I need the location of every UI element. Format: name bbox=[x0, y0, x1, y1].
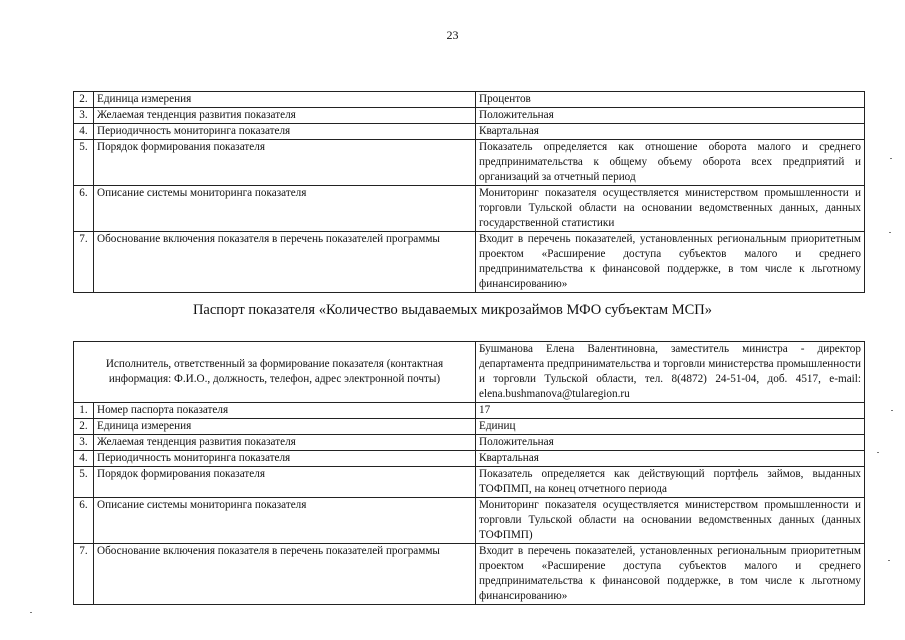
row-label: Единица измерения bbox=[94, 92, 476, 108]
row-label: Периодичность мониторинга показателя bbox=[94, 124, 476, 140]
row-value: Положительная bbox=[476, 108, 865, 124]
row-value: Квартальная bbox=[476, 451, 865, 467]
scan-speck bbox=[30, 612, 32, 613]
page-number: 23 bbox=[446, 28, 459, 42]
scan-speck bbox=[891, 410, 893, 411]
row-label: Номер паспорта показателя bbox=[94, 403, 476, 419]
row-number: 4. bbox=[74, 451, 94, 467]
row-label: Единица измерения bbox=[94, 419, 476, 435]
scan-speck bbox=[877, 452, 879, 453]
table-row bbox=[74, 419, 865, 435]
scan-speck bbox=[890, 158, 892, 159]
row-number: 6. bbox=[74, 186, 94, 232]
row-number: 7. bbox=[74, 232, 94, 293]
table-row bbox=[74, 451, 865, 467]
table-row bbox=[74, 403, 865, 419]
row-label: Желаемая тенденция развития показателя bbox=[94, 108, 476, 124]
executor-value: Бушманова Елена Валентиновна, заместитель министра - директор департамента предпринимательства и торговли министерства промышленности и торговли Тульской области, тел. 8(4872) 24-51-04, доб. 4517, e-mail: elena.bushmanova@tularegion.ru bbox=[476, 342, 865, 403]
row-label: Порядок формирования показателя bbox=[94, 467, 476, 498]
table-row bbox=[74, 435, 865, 451]
row-value: Мониторинг показателя осуществляется министерством промышленности и торговли Тульской области на основании ведомственных данных (данных ТОФПМП) bbox=[476, 498, 865, 544]
row-value: Показатель определяется как действующий портфель займов, выданных ТОФПМП, на конец отчетного периода bbox=[476, 467, 865, 498]
row-number: 5. bbox=[74, 467, 94, 498]
row-number: 2. bbox=[74, 92, 94, 108]
table-row bbox=[74, 140, 865, 186]
row-value: Входит в перечень показателей, установленных региональным приоритетным проектом «Расширение доступа субъектов малого и среднего предпринимательства к финансовой поддержке, в том числе к льготному финансированию» bbox=[476, 544, 865, 605]
row-value: Мониторинг показателя осуществляется министерством промышленности и торговли Тульской области на основании ведомственных данных, данных государственной статистики bbox=[476, 186, 865, 232]
row-value: Квартальная bbox=[476, 124, 865, 140]
table-row bbox=[74, 186, 865, 232]
scan-speck bbox=[889, 232, 891, 233]
row-number: 7. bbox=[74, 544, 94, 605]
section-title: Паспорт показателя «Количество выдаваемых микрозаймов МФО субъектам МСП» bbox=[192, 302, 713, 318]
indicator-table-continued bbox=[73, 91, 865, 293]
table-row bbox=[74, 232, 865, 293]
row-value: Входит в перечень показателей, установленных региональным приоритетным проектом «Расширение доступа субъектов малого и среднего предпринимательства к финансовой поддержке, в том числе к льготному финансированию» bbox=[476, 232, 865, 293]
executor-row bbox=[74, 342, 865, 403]
row-number: 3. bbox=[74, 108, 94, 124]
table-row bbox=[74, 108, 865, 124]
table-row bbox=[74, 92, 865, 108]
executor-label: Исполнитель, ответственный за формирование показателя (контактная информация: Ф.И.О., должность, телефон, адрес электронной почты) bbox=[74, 342, 476, 403]
row-number: 2. bbox=[74, 419, 94, 435]
row-label: Порядок формирования показателя bbox=[94, 140, 476, 186]
table-row bbox=[74, 124, 865, 140]
row-value: Показатель определяется как отношение оборота малого и среднего предпринимательства к общему объему оборота всех предприятий и организаций за отчетный период bbox=[476, 140, 865, 186]
table-row bbox=[74, 544, 865, 605]
row-label: Описание системы мониторинга показателя bbox=[94, 498, 476, 544]
row-value: Единиц bbox=[476, 419, 865, 435]
row-label: Обоснование включения показателя в перечень показателей программы bbox=[94, 232, 476, 293]
row-label: Желаемая тенденция развития показателя bbox=[94, 435, 476, 451]
row-value: 17 bbox=[476, 403, 865, 419]
row-number: 3. bbox=[74, 435, 94, 451]
scan-speck bbox=[888, 560, 890, 561]
row-label: Описание системы мониторинга показателя bbox=[94, 186, 476, 232]
row-number: 5. bbox=[74, 140, 94, 186]
table-row bbox=[74, 467, 865, 498]
row-number: 4. bbox=[74, 124, 94, 140]
row-value: Процентов bbox=[476, 92, 865, 108]
table-row bbox=[74, 498, 865, 544]
row-value: Положительная bbox=[476, 435, 865, 451]
row-label: Периодичность мониторинга показателя bbox=[94, 451, 476, 467]
row-label: Обоснование включения показателя в перечень показателей программы bbox=[94, 544, 476, 605]
indicator-passport-table bbox=[73, 341, 865, 605]
row-number: 6. bbox=[74, 498, 94, 544]
row-number: 1. bbox=[74, 403, 94, 419]
